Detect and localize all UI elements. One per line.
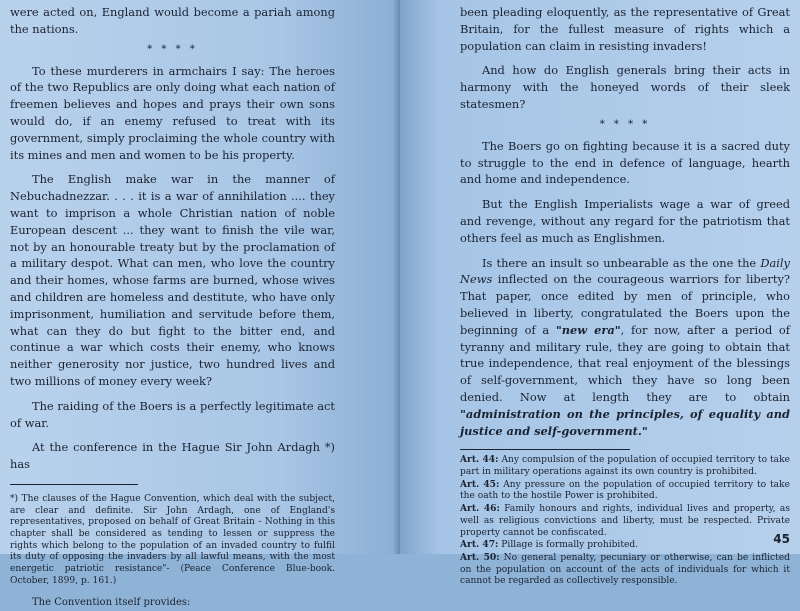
article-text: No general penalty, pecuniary or otherwise, can be inflicted on the population on account of the acts of individuals for which it cannot be regarded as collectively responsible. (460, 552, 790, 587)
right-paragraph-sacred-duty: The Boers go on fighting because it is a sacred duty to struggle to the end in defence of language, hearth and home and independence. (460, 138, 790, 187)
article-label: Art. 47: (460, 539, 499, 551)
new-era-quote: "new era" (555, 322, 621, 337)
right-paragraph-generals: And how do English generals bring their acts in harmony with the honeyed words of their sleek statesmen? (460, 63, 790, 111)
left-paragraph-murderers: To these murderers in armchairs I say: The heroes of the two Republics are only doing what each nation of freemen believes and hopes and prays their own sons would do, if an enemy refused to treat with its government, simply proclaiming the whole country with its mines and men and women to be his property. (10, 63, 335, 162)
article-label: Art. 50: (460, 551, 500, 563)
left-paragraph-nebuchadnezzar: The English make war in the manner of Nebuchadnezzar. . . . it is a war of annihilation .... they want to imprison a whole Christian nation of noble European descent ... they want to finish the vile war, not by an honourable treaty but by the proclamation of a military despot. What can men, who love the country and their homes, whose farms are burned, whose wives and children are homeless and destitute, who have only imprisonment, humiliation and servitude before them, what can they do but fight to the bitter end, and continue a war which costs their enemy, who knows neither generosity nor justice, two hundred lives and two millions of money every week? (10, 172, 335, 388)
right-page (400, 0, 800, 587)
article-text: Any pressure on the population of occupied territory to take the oath to the hostile Power is prohibited. (460, 479, 790, 502)
article-50 (460, 552, 790, 588)
left-paragraph-hague: At the conference in the Hague Sir John Ardagh *) has (10, 440, 335, 472)
article-text: Pillage is formally prohibited. (498, 540, 639, 551)
left-paragraph-raiding: The raiding of the Boers is a perfectly legitimate act of war. (10, 398, 335, 430)
daily-news-text-a: Is there an insult so unbearable as the one the (482, 255, 761, 270)
daily-news-text-e: , for now, after a period of tyranny and military rule, they are going to obtain that true independence, that real enjoyment of the blessings of self-government, which they have so long been denied. Now at length they are to obtain (460, 322, 790, 404)
convention-line: The Convention itself provides: (32, 596, 191, 608)
daily-news-text-c: inflected on the courageous warriors for liberty? That paper, once edited by men of principle, who believed in liberty, congratulated the Boers upon the beginning of a (460, 272, 790, 337)
section-separator: * * * * (599, 118, 651, 130)
article-label: Art. 46: (460, 503, 500, 515)
article-47 (460, 539, 790, 552)
right-paragraph-continued: been pleading eloquently, as the representative of Great Britain, for the fullest measure of rights which a population can claim in resisting invaders! (460, 5, 790, 53)
article-46 (460, 503, 790, 539)
article-text: Any compulsion of the population of occupied territory to take part in military operations against its own country is prohibited. (460, 455, 790, 478)
article-44 (460, 454, 790, 478)
footnote (10, 494, 335, 588)
right-paragraph-imperialists: But the English Imperialists wage a war of greed and revenge, without any regard for the patriotism that others feel as much as Englishmen. (460, 197, 790, 245)
articles-divider (460, 449, 630, 450)
article-label: Art. 44: (460, 454, 499, 466)
daily-news-title: Daily News (460, 255, 790, 287)
section-separator: * * * * (147, 43, 198, 55)
right-column (460, 4, 790, 588)
administration-quote: "administration on the principles, of equality and justice and self-government." (460, 406, 790, 438)
article-45 (460, 479, 790, 503)
page-number: 45 (773, 532, 790, 546)
article-text: Family honours and rights, individual lives and property, as well as religious convictions and liberty, must be respected. Private property cannot be confiscated. (460, 504, 790, 538)
left-page (0, 0, 400, 608)
footnote-divider (10, 484, 138, 485)
left-column (10, 4, 335, 611)
right-paragraph-daily-news (460, 255, 790, 440)
article-label: Art. 45: (460, 478, 500, 490)
footnote-text: *) The clauses of the Hague Convention, which deal with the subject, are clear and definite. Sir John Ardagh, one of England's representatives, proposed on behalf of Great Britain - Nothing in this chapter shall be considered as tending to lessen or suppress the rights which belong to the population of an invaded country to fulfil its duty of opposing the invaders by all lawful means, with the most energetic patriotic resistance"- (Peace Conference Blue-book. October, 1899, p. 161.) (10, 493, 335, 586)
left-paragraph-continued: were acted on, England would become a pariah among the nations. (10, 5, 335, 36)
convention-articles (460, 454, 790, 588)
